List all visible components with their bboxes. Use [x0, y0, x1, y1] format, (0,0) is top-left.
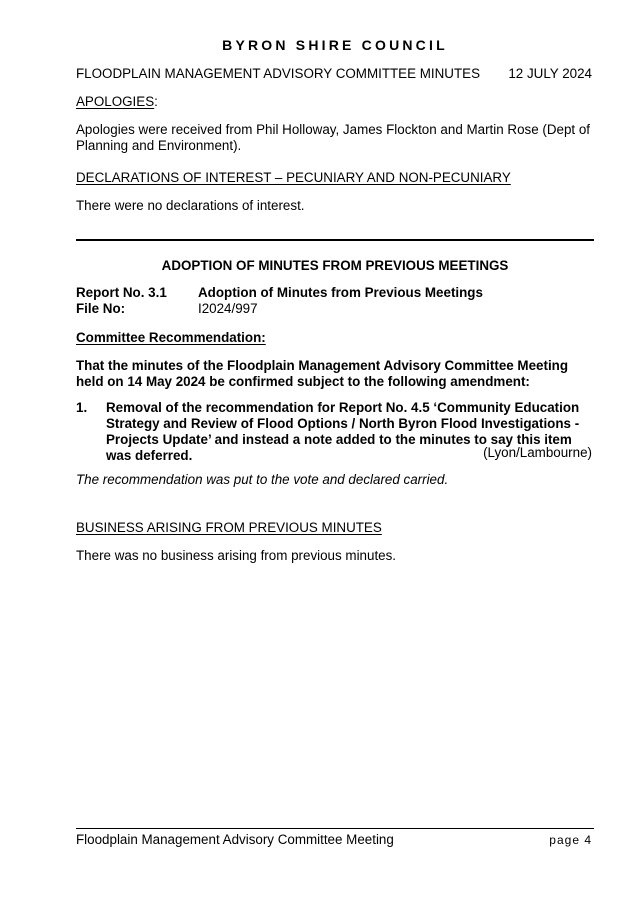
recommendation-heading: Committee Recommendation:: [76, 330, 266, 345]
business-text: There was no business arising from previous minutes.: [76, 548, 397, 563]
section-divider: [76, 239, 594, 241]
apologies-heading-text: APOLOGIES: [76, 94, 155, 109]
page-number: page 4: [549, 833, 592, 847]
movers: (Lyon/Lambourne): [483, 445, 592, 460]
declarations-text: There were no declarations of interest.: [76, 198, 305, 213]
footer-meeting-name: Floodplain Management Advisory Committee Meeting: [76, 832, 394, 847]
file-number-value: I2024/997: [198, 301, 258, 316]
business-heading: BUSINESS ARISING FROM PREVIOUS MINUTES: [76, 520, 382, 535]
amendment-item: [76, 400, 592, 464]
amendment-text: Removal of the recommendation for Report No. 4.5 ‘Community Education Strategy and Review of Flood Options / North Byron Flood Investigations - Projects Update’ and instead a note added to the minutes to say this item was deferred.: [106, 400, 580, 463]
vote-result: The recommendation was put to the vote and declared carried.: [76, 472, 449, 487]
footer-divider: [76, 828, 594, 829]
council-name: BYRON SHIRE COUNCIL: [222, 37, 448, 53]
apologies-heading: [76, 94, 594, 110]
meeting-date: 12 JULY 2024: [508, 66, 592, 81]
apologies-heading-colon: :: [154, 94, 158, 109]
file-number-label: File No:: [76, 301, 126, 316]
report-title: Adoption of Minutes from Previous Meetings: [198, 285, 483, 300]
document-page: [76, 0, 594, 901]
report-number-label: Report No. 3.1: [76, 285, 167, 300]
amendment-number: 1.: [76, 400, 88, 415]
adoption-heading: ADOPTION OF MINUTES FROM PREVIOUS MEETINGS: [161, 258, 509, 273]
declarations-heading: DECLARATIONS OF INTEREST – PECUNIARY AND NON-PECUNIARY: [76, 170, 511, 185]
minutes-title: FLOODPLAIN MANAGEMENT ADVISORY COMMITTEE MINUTES: [76, 66, 481, 81]
recommendation-text: That the minutes of the Floodplain Management Advisory Committee Meeting held on 14 May 2024 be confirmed subject to the following amendment:: [76, 358, 569, 389]
apologies-text: Apologies were received from Phil Holloway, James Flockton and Martin Rose (Dept of Planning and Environment).: [76, 122, 591, 153]
